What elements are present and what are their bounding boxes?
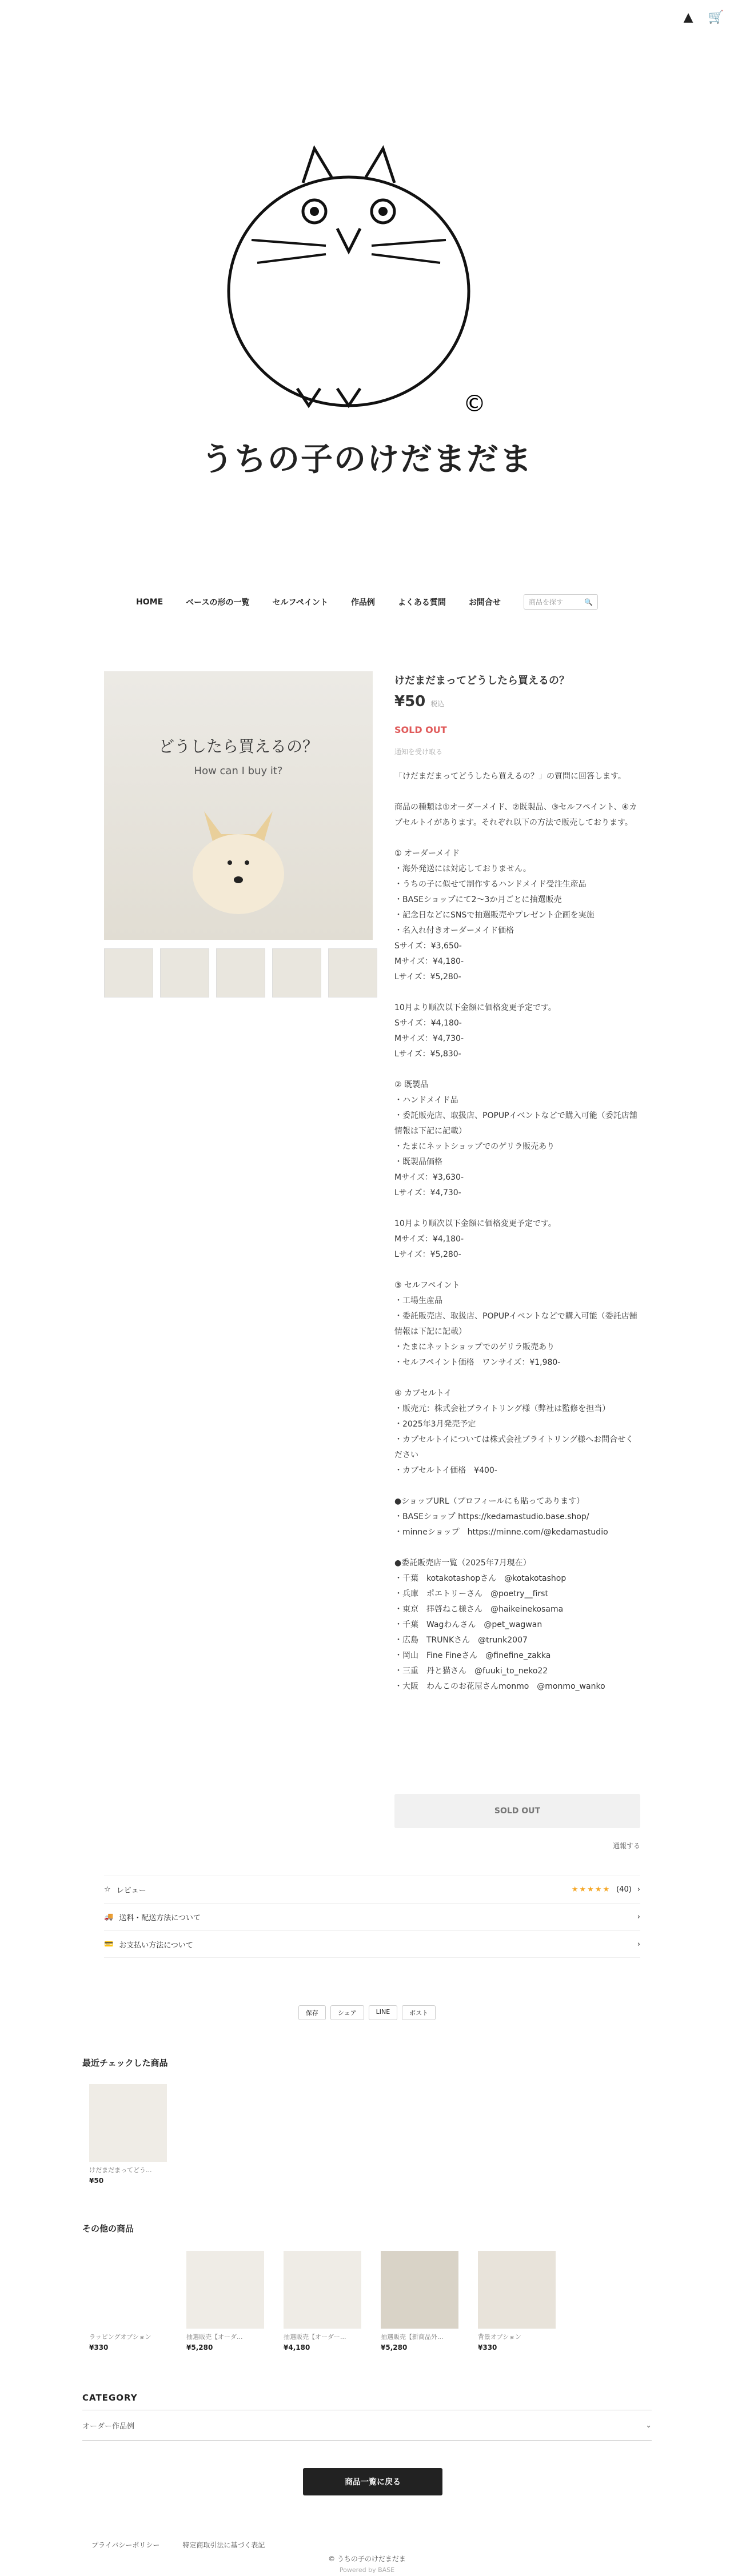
product-thumbnail bbox=[284, 2251, 361, 2329]
law-link[interactable]: 特定商取引法に基づく表記 bbox=[182, 2541, 265, 2549]
dog-figure-icon bbox=[170, 788, 307, 914]
payment-row[interactable] bbox=[104, 1930, 640, 1958]
other-item[interactable] bbox=[284, 2251, 361, 2351]
category-selected: オーダー作品例 bbox=[82, 2422, 135, 2431]
category-section bbox=[82, 2393, 652, 2441]
chevron-right-icon: › bbox=[637, 1913, 640, 1921]
item-price: ¥50 bbox=[89, 2177, 104, 2185]
thumbnail-3[interactable] bbox=[216, 948, 265, 997]
rating-stars: ★★★★★ bbox=[571, 1885, 611, 1894]
card-icon: 💳 bbox=[104, 1940, 114, 1949]
item-name: 抽選販売【オーダ... bbox=[186, 2333, 243, 2341]
product-thumbnail bbox=[478, 2251, 556, 2329]
recent-item[interactable] bbox=[89, 2084, 167, 2185]
save-button[interactable]: 保存 bbox=[298, 2005, 326, 2020]
report-link[interactable]: 通報する bbox=[612, 1842, 640, 1850]
review-count: (40) bbox=[616, 1885, 632, 1894]
review-row[interactable] bbox=[104, 1876, 640, 1903]
line-button[interactable]: LINE bbox=[369, 2005, 398, 2020]
thumbnail-4[interactable] bbox=[272, 948, 321, 997]
other-item[interactable] bbox=[89, 2251, 167, 2351]
main-nav bbox=[0, 594, 734, 610]
thumbnail-1[interactable] bbox=[104, 948, 153, 997]
account-icon[interactable]: ▲ bbox=[683, 10, 693, 25]
other-item[interactable] bbox=[478, 2251, 556, 2351]
other-item[interactable] bbox=[186, 2251, 264, 2351]
item-name: ラッピングオプション bbox=[89, 2333, 151, 2341]
powered-by[interactable]: Powered by BASE bbox=[339, 2566, 395, 2574]
search-placeholder: 商品を探す bbox=[528, 598, 563, 606]
chevron-right-icon: › bbox=[637, 1940, 640, 1949]
nav-item-base-list[interactable]: ベースの形の一覧 bbox=[186, 598, 250, 607]
other-item[interactable] bbox=[381, 2251, 458, 2351]
item-price: ¥5,280 bbox=[186, 2343, 213, 2351]
info-rows bbox=[104, 1876, 640, 1958]
shipping-row[interactable] bbox=[104, 1903, 640, 1930]
brand-name[interactable]: うちの子のけだまだま bbox=[201, 441, 533, 478]
price-value: ¥50 bbox=[394, 693, 426, 710]
image-title: どうしたら買えるの？ bbox=[158, 737, 318, 756]
product-title: けだまだまってどうしたら買えるの？ bbox=[394, 675, 569, 687]
thumbnail-2[interactable] bbox=[160, 948, 209, 997]
sold-out-button[interactable]: SOLD OUT bbox=[394, 1794, 640, 1828]
product-thumbnail bbox=[186, 2251, 264, 2329]
search-icon[interactable]: 🔍 bbox=[584, 598, 593, 606]
thumbnail-5[interactable] bbox=[328, 948, 377, 997]
footer-links bbox=[91, 2540, 265, 2550]
post-button[interactable]: ポスト bbox=[402, 2005, 436, 2020]
product-thumbnail bbox=[89, 2084, 167, 2162]
back-to-list-button[interactable]: 商品一覧に戻る bbox=[303, 2468, 442, 2495]
search-input[interactable] bbox=[524, 594, 598, 610]
nav-item-self-paint[interactable]: セルフペイント bbox=[272, 598, 328, 607]
item-name: 抽選販売【新商品外... bbox=[381, 2333, 444, 2341]
review-label: レビュー bbox=[116, 1886, 146, 1895]
thumbnail-list bbox=[104, 948, 377, 997]
notify-link[interactable]: 通知を受け取る bbox=[394, 748, 443, 756]
category-select[interactable] bbox=[82, 2410, 652, 2441]
category-title: CATEGORY bbox=[82, 2393, 138, 2403]
chevron-right-icon: › bbox=[637, 1885, 640, 1894]
copyright-mark: © bbox=[463, 391, 486, 417]
item-name: 背景オプション bbox=[478, 2333, 522, 2341]
item-price: ¥330 bbox=[89, 2343, 109, 2351]
product-thumbnail bbox=[89, 2251, 167, 2329]
product-price bbox=[394, 694, 640, 712]
chevron-down-icon: ⌄ bbox=[645, 2421, 652, 2430]
nav-item-home[interactable]: HOME bbox=[136, 597, 163, 607]
product-description: 「けだまだまってどうしたら買えるの？」の質問に回答します。 商品の種類は①オーダーメイド、②既製品、③セルフペイント、④カプセルトイがあります。それぞれ以下の方法で販売しております。 ① オーダーメイド ・海外発送には対応しておりません。 ・うちの子に似せて制作するハンドメイド受注生産品 ・BASEショップにて2〜3か月ごとに抽選販売 ・記念日などにSNSで抽選販売やプレゼント企画を実施 ・名入れ付きオーダーメイド価格 Sサイズ：¥3,650- Mサイズ：¥4,180- Lサイズ：¥5,280- 10月より順次以下金額に価格変更予定です。 Sサイズ：¥4,180- Mサイズ：¥4,730- Lサイズ：¥5,830- ② 既製品 ・ハンドメイド品 ・委託販売店、取扱店、POPUPイベントなどで購入可能（委託店舗情報は下記に記載） ・たまにネットショップでのゲリラ販売あり ・既製品価格 Mサイズ：¥3,630- Lサイズ：¥4,730- 10月より順次以下金額に価格変更予定です。 Mサイズ：¥4,180- Lサイズ：¥5,280- ③ セルフペイント ・工場生産品 ・委託販売店、取扱店、POPUPイベントなどで購入可能（委託店舗情報は下記に記載） ・たまにネットショップでのゲリラ販売あり ・セルフペイント価格 ワンサイズ：¥1,980- ④ カプセルトイ ・販売元：株式会社ブライトリング様（弊社は監修を担当） ・2025年3月発売予定 ・カプセルトイについては株式会社ブライトリング様へお問合せください ・カプセルトイ価格 ¥400- ●ショップURL（プロフィールにも貼ってあります） ・BASEショップ https://kedamastudio.base.shop/ ・minneショップ https://minne.com/@kedamastudio ●委託販売店一覧（2025年7月現在） ・千葉 kotakotashopさん @kotakotashop ・兵庫 ポエトリーさん @poetry__first ・東京 拝啓ねこ様さん @haikeinekosama ・千葉 Wagわんさん @pet_wagwan ・広島 TRUNKさん @trunk2007 ・岡山 Fine Fineさん @finefine_zakka ・三重 丹と猫さん @fuuki_to_neko22 ・大阪 わんこのお花屋さんmonmo @monmo_wanko bbox=[394, 772, 637, 1691]
others-title: その他の商品 bbox=[82, 2224, 134, 2234]
payment-label: お支払い方法について bbox=[119, 1941, 193, 1950]
star-icon: ☆ bbox=[104, 1885, 111, 1894]
item-name: 抽選販売【オーダー... bbox=[284, 2333, 346, 2341]
product-main-image[interactable] bbox=[104, 671, 373, 940]
image-subtitle: How can I buy it? bbox=[194, 765, 283, 777]
nav-item-contact[interactable]: お問合せ bbox=[468, 598, 501, 607]
cart-icon[interactable]: 🛒 bbox=[708, 10, 724, 25]
item-price: ¥330 bbox=[478, 2343, 497, 2351]
truck-icon: 🚚 bbox=[104, 1913, 114, 1921]
status-badge: SOLD OUT bbox=[394, 724, 447, 735]
shipping-label: 送料・配送方法について bbox=[119, 1914, 201, 1922]
nav-item-faq[interactable]: よくある質問 bbox=[397, 598, 446, 607]
product-thumbnail bbox=[381, 2251, 458, 2329]
copyright: © うちの子のけだまだま bbox=[328, 2555, 406, 2563]
item-name: けだまだまってどう... bbox=[89, 2166, 152, 2174]
privacy-link[interactable]: プライバシーポリシー bbox=[91, 2541, 160, 2549]
recent-title: 最近チェックした商品 bbox=[82, 2058, 168, 2068]
tax-label: 税込 bbox=[430, 700, 445, 708]
top-icons bbox=[684, 10, 724, 25]
nav-item-examples[interactable]: 作品例 bbox=[350, 598, 375, 607]
share-button[interactable]: シェア bbox=[330, 2005, 364, 2020]
item-price: ¥5,280 bbox=[381, 2343, 408, 2351]
item-price: ¥4,180 bbox=[284, 2343, 310, 2351]
product-detail bbox=[394, 673, 640, 1694]
share-buttons bbox=[0, 2005, 734, 2020]
